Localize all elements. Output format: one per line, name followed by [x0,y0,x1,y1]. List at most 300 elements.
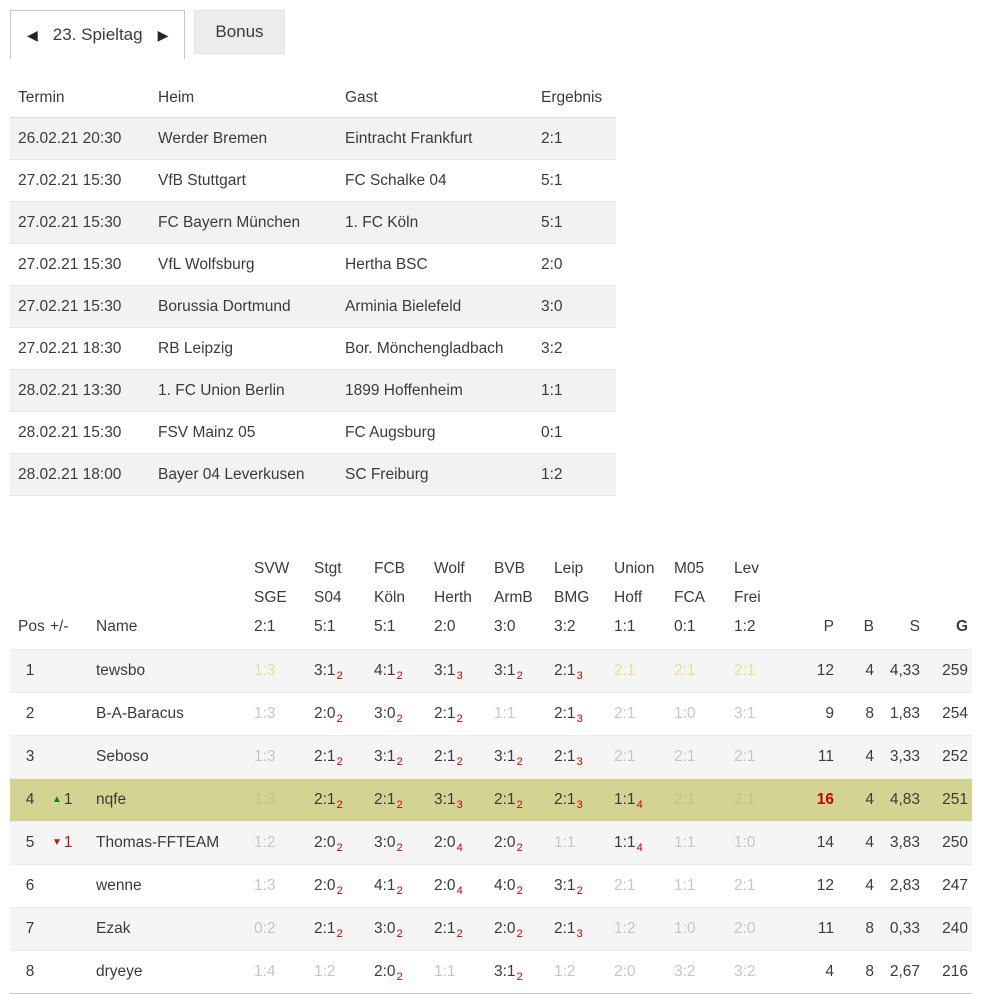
tip-cell [614,693,674,736]
match-date-cell: 28.02.21 15:30 [10,412,150,454]
points-cell: 11 [794,908,842,951]
tip-cell [734,736,794,779]
match-col-home: SVW [254,560,290,577]
tip-score: 2:1 [614,662,636,679]
matchday-tabs [10,10,987,59]
tip-score: 1:1 [494,705,516,722]
match-col-result: 2:0 [434,618,456,635]
tip-cell [494,779,554,822]
home-team-cell: VfL Wolfsburg [150,244,337,286]
tip-cell [734,908,794,951]
tip-score: 2:1 [434,748,456,765]
match-date-cell: 27.02.21 15:30 [10,160,150,202]
match-col-home: FCB [374,560,405,577]
match-results-table [10,76,616,496]
tip-score: 2:1 [674,662,696,679]
tab-bonus[interactable] [194,10,284,54]
ranking-row [10,908,972,951]
tip-score: 2:1 [434,920,456,937]
home-team-cell: Bayer 04 Leverkusen [150,454,337,496]
tip-score: 3:1 [494,662,516,679]
tip-score: 2:1 [374,791,396,808]
tip-score: 1:1 [614,834,636,851]
tip-score: 2:1 [314,791,336,808]
tip-score: 2:0 [434,834,456,851]
tip-points: 2 [336,885,343,897]
points-cell: 14 [794,822,842,865]
match-result-cell: 5:1 [533,202,616,244]
match-col-home: Wolf [434,560,465,577]
tip-score: 3:0 [374,920,396,937]
ranking-table [10,554,972,994]
tip-cell [434,865,494,908]
tip-score: 2:1 [554,662,576,679]
match-row [10,118,616,160]
position-cell: 3 [10,736,50,779]
match-row [10,454,616,496]
match-col-home: Leip [554,560,584,577]
tip-cell [374,736,434,779]
bonus-tab-label: Bonus [215,22,264,41]
tip-score: 1:1 [674,877,696,894]
match-column-header [734,554,794,650]
col-header-name: Name [96,618,138,635]
trend-cell [50,822,96,865]
tip-cell [554,650,614,693]
match-row [10,328,616,370]
tip-score: 3:1 [374,748,396,765]
points-cell: 16 [794,779,842,822]
col-header-points: P [823,618,834,635]
tip-score: 2:1 [734,748,756,765]
tip-score: 4:1 [374,877,396,894]
tip-score: 2:1 [734,791,756,808]
ranking-row [10,951,972,994]
tip-points: 2 [456,928,463,940]
bonus-cell: 4 [842,650,882,693]
tip-cell [314,822,374,865]
match-date-cell: 27.02.21 18:30 [10,328,150,370]
tip-score: 0:2 [254,920,276,937]
position-cell: 8 [10,951,50,994]
tip-cell [254,736,314,779]
match-col-result: 1:2 [734,618,756,635]
player-name[interactable]: Seboso [96,736,254,779]
tip-score: 1:4 [254,963,276,980]
ranking-row [10,693,972,736]
match-result-cell: 1:1 [533,370,616,412]
tip-cell [614,779,674,822]
match-col-home: M05 [674,560,705,577]
tip-score: 1:0 [674,920,696,937]
home-team-cell: Borussia Dortmund [150,286,337,328]
total-cell: 250 [928,822,972,865]
player-name[interactable]: tewsbo [96,650,254,693]
tip-cell [614,908,674,951]
bonus-cell: 4 [865,877,874,894]
tip-cell [674,650,734,693]
player-name[interactable]: B-A-Baracus [96,705,184,722]
points-cell: 12 [794,650,842,693]
tip-points: 2 [516,799,523,811]
tip-score: 2:1 [734,662,756,679]
tip-cell [494,865,554,908]
tip-points: 2 [456,756,463,768]
home-team-cell: Werder Bremen [150,118,337,160]
tip-score: 3:1 [314,662,336,679]
tip-points: 2 [336,713,343,725]
tip-score: 2:1 [614,748,636,765]
tip-score: 2:0 [314,877,336,894]
trend-value: 1 [63,834,73,851]
position-cell: 5 [10,822,50,865]
trend-value: 1 [63,791,73,808]
match-col-result: 3:0 [494,618,516,635]
tip-cell [554,693,614,736]
tip-score: 2:1 [674,748,696,765]
tip-score: 2:0 [494,920,516,937]
ranking-row [10,650,972,693]
tip-score: 2:1 [314,920,336,937]
tip-cell [734,650,794,693]
bonus-cell: 8 [842,908,882,951]
away-team-cell: Eintracht Frankfurt [337,118,533,160]
match-column-header [434,554,494,650]
match-col-result: 5:1 [314,618,336,635]
tip-cell [314,908,374,951]
col-header-ergebnis: Ergebnis [533,76,616,118]
tip-score: 3:1 [494,748,516,765]
next-matchday-icon[interactable]: ▶ [157,27,169,43]
tip-score: 1:2 [554,963,576,980]
tip-score: 2:0 [314,834,336,851]
tip-cell [314,693,374,736]
average-cell: 3,83 [882,822,928,865]
match-col-result: 0:1 [674,618,696,635]
tip-score: 1:1 [434,963,456,980]
tip-cell [434,908,494,951]
tip-score: 2:0 [314,705,336,722]
tip-score: 3:2 [734,963,756,980]
tip-score: 2:1 [314,748,336,765]
tip-cell [314,736,374,779]
tip-cell [734,693,794,736]
player-name[interactable]: nqfe [96,779,254,822]
tip-points: 2 [576,885,583,897]
match-column-header [554,554,614,650]
away-team-cell: FC Augsburg [337,412,533,454]
tip-points: 2 [396,971,403,983]
tip-score: 2:1 [554,705,576,722]
tip-score: 2:1 [614,705,636,722]
tip-score: 2:1 [554,748,576,765]
points-cell: 9 [825,705,834,722]
trend-cell [50,908,96,951]
match-result-cell: 2:0 [533,244,616,286]
match-col-away: Frei [734,589,761,606]
tip-cell [254,779,314,822]
matchday-tab-label: 23. Spieltag [52,25,143,44]
tip-cell [554,908,614,951]
home-team-cell: FC Bayern München [150,202,337,244]
tip-cell [254,693,314,736]
tip-cell [554,736,614,779]
col-header-average: S [909,618,920,635]
tip-cell [374,822,434,865]
tip-score: 2:0 [614,963,636,980]
match-result-cell: 3:2 [533,328,616,370]
average-cell: 3,33 [882,736,928,779]
tip-cell [434,650,494,693]
tip-cell [374,650,434,693]
match-rows [10,118,616,496]
tip-cell [314,865,374,908]
total-cell: 247 [942,877,968,894]
match-column-header [674,554,734,650]
match-col-result: 2:1 [254,618,276,635]
match-col-away: S04 [314,589,342,606]
tip-cell [494,650,554,693]
match-col-away: Hoff [614,589,643,606]
trend-icon: ▼ [52,837,62,848]
tip-points: 3 [576,713,583,725]
match-col-away: FCA [674,589,705,606]
tip-score: 1:1 [554,834,576,851]
match-col-home: Union [614,560,655,577]
tip-score: 3:2 [674,963,696,980]
match-result-cell: 1:2 [533,454,616,496]
tip-score: 2:1 [554,920,576,937]
tip-points: 2 [396,885,403,897]
match-result-cell: 5:1 [533,160,616,202]
tip-score: 4:0 [494,877,516,894]
away-team-cell: SC Freiburg [337,454,533,496]
tip-points: 4 [636,799,643,811]
tip-score: 2:0 [374,963,396,980]
match-row [10,202,616,244]
bonus-cell: 8 [865,705,874,722]
tip-points: 2 [396,756,403,768]
tip-points: 2 [336,928,343,940]
away-team-cell: FC Schalke 04 [337,160,533,202]
tip-cell [434,951,494,994]
bonus-cell: 4 [842,736,882,779]
tip-points: 3 [576,670,583,682]
tip-score: 2:0 [434,877,456,894]
match-result-cell: 3:0 [533,286,616,328]
match-result-cell: 2:1 [533,118,616,160]
tip-score: 1:2 [314,963,336,980]
player-name[interactable]: Thomas-FFTEAM [96,822,254,865]
tip-cell [674,779,734,822]
tip-score: 2:1 [674,791,696,808]
total-cell: 240 [928,908,972,951]
match-date-cell: 28.02.21 18:00 [10,454,150,496]
tip-points: 2 [516,756,523,768]
match-row [10,160,616,202]
away-team-cell: Hertha BSC [337,244,533,286]
tip-points: 2 [396,928,403,940]
tip-points: 2 [336,799,343,811]
tip-cell [554,779,614,822]
away-team-cell: 1899 Hoffenheim [337,370,533,412]
tip-cell [614,650,674,693]
trend-cell [50,779,96,822]
match-row [10,244,616,286]
home-team-cell: RB Leipzig [150,328,337,370]
match-column-header [614,554,674,650]
player-name[interactable]: wenne [96,877,142,894]
match-column-header [494,554,554,650]
tip-cell [254,951,314,994]
tip-points: 2 [336,670,343,682]
tip-points: 2 [456,713,463,725]
match-col-result: 1:1 [614,618,636,635]
match-row [10,370,616,412]
tip-cell [434,736,494,779]
points-cell: 4 [794,951,842,994]
trend-cell [50,650,96,693]
tip-cell [374,779,434,822]
tip-score: 1:3 [254,705,276,722]
tip-points: 2 [396,713,403,725]
tip-cell [614,736,674,779]
tip-cell [434,822,494,865]
tip-cell [614,951,674,994]
tip-cell [674,693,734,736]
tip-cell [374,951,434,994]
tip-points: 4 [456,885,463,897]
tip-points: 2 [516,885,523,897]
home-team-cell: VfB Stuttgart [150,160,337,202]
tip-cell [614,822,674,865]
points-cell: 11 [794,736,842,779]
tip-cell [254,865,314,908]
tip-cell [614,865,674,908]
ranking-row [10,865,972,908]
tip-score: 1:2 [254,834,276,851]
col-header-pos: Pos [18,618,45,635]
points-cell: 12 [816,877,834,894]
tip-cell [314,779,374,822]
tip-score: 3:0 [374,705,396,722]
match-column-header [314,554,374,650]
total-cell: 259 [928,650,972,693]
tip-points: 2 [396,799,403,811]
match-date-cell: 27.02.21 15:30 [10,244,150,286]
tip-score: 1:1 [614,791,636,808]
tip-score: 1:0 [674,705,696,722]
tip-score: 1:3 [254,748,276,765]
tip-score: 2:0 [494,834,516,851]
tip-cell [314,951,374,994]
tip-score: 2:1 [734,877,756,894]
match-col-away: ArmB [494,589,533,606]
average-cell: 1,83 [889,705,920,722]
tip-score: 2:1 [434,705,456,722]
tip-score: 4:1 [374,662,396,679]
tip-cell [254,650,314,693]
position-cell: 1 [10,650,50,693]
tip-score: 3:0 [374,834,396,851]
tip-score: 1:3 [254,791,276,808]
tip-score: 2:0 [734,920,756,937]
match-header-row [10,76,616,118]
tip-points: 4 [636,842,643,854]
tip-cell [314,650,374,693]
tip-cell [374,865,434,908]
ranking-row [10,779,972,822]
trend-cell [50,951,96,994]
tip-points: 4 [456,842,463,854]
ranking-row [10,736,972,779]
bonus-cell: 4 [842,822,882,865]
position-cell: 2 [25,705,35,722]
col-header-trend: +/- [50,618,69,635]
average-cell: 4,33 [882,650,928,693]
player-name[interactable]: Ezak [96,908,254,951]
tip-cell [674,736,734,779]
away-team-cell: Bor. Mönchengladbach [337,328,533,370]
tip-score: 2:1 [614,877,636,894]
match-col-home: Stgt [314,560,342,577]
player-name[interactable]: dryeye [96,951,254,994]
col-header-total: G [955,618,968,635]
match-col-result: 3:2 [554,618,576,635]
tip-cell [494,822,554,865]
match-col-away: SGE [254,589,287,606]
home-team-cell: FSV Mainz 05 [150,412,337,454]
tip-score: 1:0 [734,834,756,851]
position-cell: 7 [10,908,50,951]
tip-points: 3 [576,799,583,811]
tip-points: 2 [516,971,523,983]
tip-cell [554,951,614,994]
tip-score: 1:3 [254,877,276,894]
total-cell: 216 [928,951,972,994]
tab-spieltag[interactable] [10,10,185,59]
match-col-result: 5:1 [374,618,396,635]
tip-cell [494,693,554,736]
tip-cell [554,865,614,908]
match-row [10,412,616,454]
tip-score: 3:1 [554,877,576,894]
tip-cell [554,822,614,865]
tip-points: 3 [456,799,463,811]
tip-cell [674,951,734,994]
tip-points: 3 [576,928,583,940]
tip-score: 1:2 [614,920,636,937]
tip-cell [734,779,794,822]
ranking-header-row [10,554,972,650]
tip-cell [434,779,494,822]
prev-matchday-icon[interactable]: ◀ [27,27,38,43]
tip-score: 2:1 [494,791,516,808]
match-row [10,286,616,328]
bonus-cell: 8 [842,951,882,994]
tip-score: 3:1 [494,963,516,980]
average-cell: 2,67 [882,951,928,994]
tip-cell [674,865,734,908]
tip-cell [374,693,434,736]
tip-cell [494,908,554,951]
tip-score: 2:1 [554,791,576,808]
tip-points: 2 [396,670,403,682]
ranking-rows [10,650,972,994]
match-col-away: Herth [434,589,472,606]
average-cell: 0,33 [882,908,928,951]
position-cell: 4 [10,779,50,822]
